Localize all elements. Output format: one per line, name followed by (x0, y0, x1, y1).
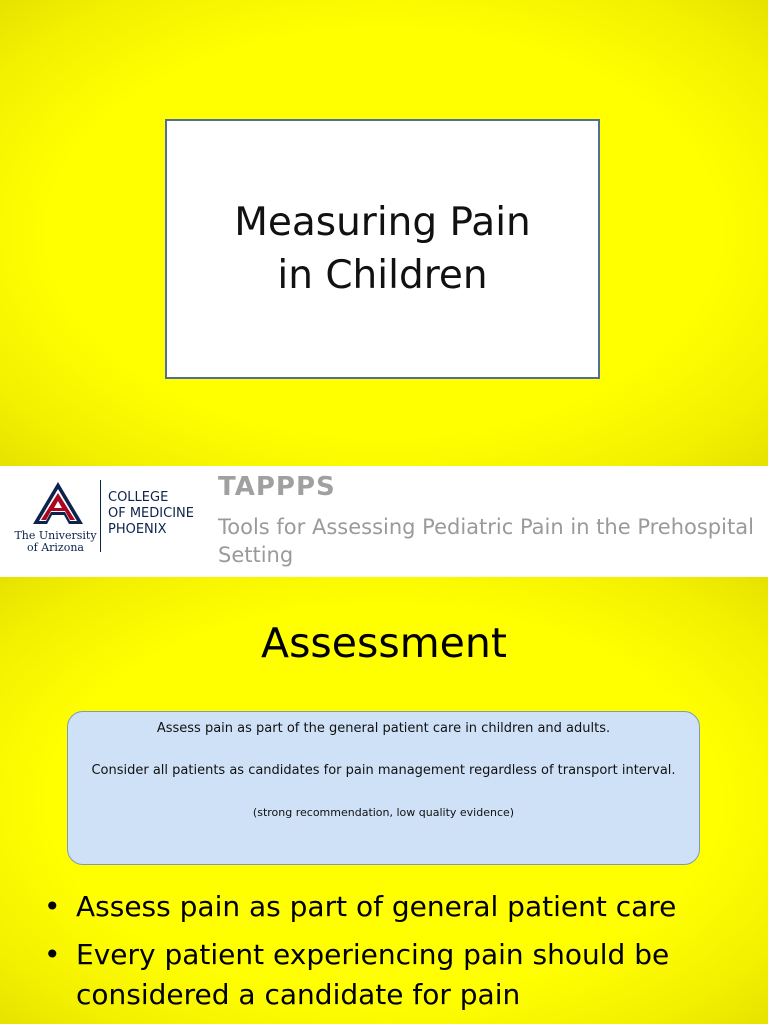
slide-title: Measuring Pain in Children (234, 200, 531, 298)
recommendation-box (67, 711, 700, 865)
recommendation-line: Consider all patients as candidates for pain management regardless of transport interval. (91, 763, 676, 778)
banner-divider (100, 480, 101, 552)
college-name: COLLEGE OF MEDICINE PHOENIX (108, 490, 194, 537)
title-box (165, 119, 600, 379)
assessment-slide (0, 577, 768, 1024)
university-name: The University of Arizona (14, 529, 97, 554)
bullet-list (40, 887, 750, 1023)
tappps-acronym: TAPPPS (218, 472, 336, 502)
bullet-item: • Every patient experiencing pain should be considered a candidate for pain (40, 935, 750, 1015)
slide-heading: Assessment (261, 619, 507, 667)
tappps-subtitle: Tools for Assessing Pediatric Pain in the Prehospital Setting (218, 515, 754, 567)
recommendation-line: Assess pain as part of the general patient care in children and adults. (156, 721, 611, 736)
title-slide (0, 0, 768, 466)
bullet-item: • Assess pain as part of general patient care (40, 887, 750, 927)
university-a-logo-icon (25, 480, 91, 526)
evidence-note: (strong recommendation, low quality evidence) (252, 806, 515, 819)
